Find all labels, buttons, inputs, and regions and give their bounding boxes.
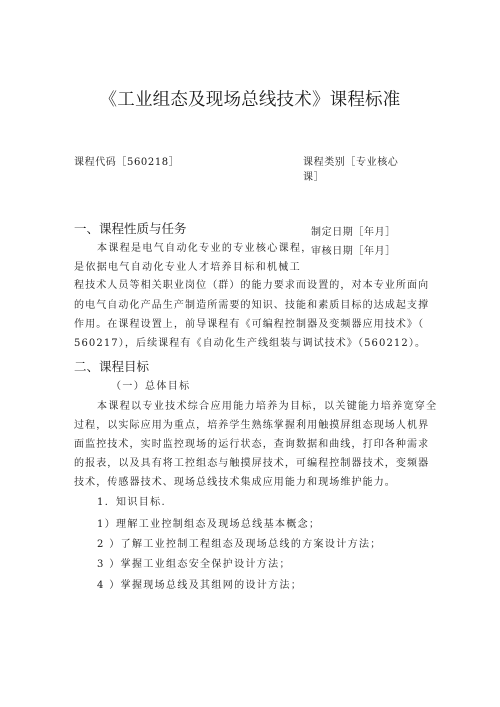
paragraph-line: 的报表，以及具有将工控组态与触摸屏技术，可编程控制器技术，变频器 [74, 458, 430, 469]
course-type: 课程类别［专业核心 [303, 157, 399, 168]
paragraph-line: 本课程是电气自动化专业的专业核心课程， [97, 243, 313, 254]
knowledge-goals-heading: 1．知识目标. [97, 497, 166, 508]
paragraph-line: 560217），后续课程有《自动化生产线组装与调试技术》（560212）。 [74, 338, 427, 349]
paragraph-line: 的电气自动化产品生产制造所需要的知识、技能和素质目标的达成起支撑 [74, 300, 430, 311]
paragraph-line: 程技术人员等相关职业岗位（群）的能力要求而设置的，对本专业所面向 [74, 280, 430, 291]
section-heading-nature: 一、课程性质与任务 [74, 221, 187, 236]
list-item: 2 ）了解工业控制工程组态及现场总线的方案设计方法； [97, 539, 382, 550]
course-code: 课程代码［560218］ [74, 157, 180, 168]
review-date: 审核日期［年月］ [311, 246, 396, 257]
section-heading-goals: 二、课程目标 [74, 359, 150, 374]
paragraph-line: 技术，传感器技术、现场总线技术集成应用能力和现场维护能力。 [74, 477, 396, 488]
paragraph-line: 是依据电气自动化专业人才培养目标和机械工 [74, 262, 301, 273]
set-date: 制定日期［年月］ [311, 227, 396, 238]
sub-heading-overall: （一）总体目标 [111, 381, 191, 392]
list-item: 3 ）掌握工业组态安全保护设计方法； [97, 559, 291, 570]
paragraph-line: 过程，以实际应用为重点，培养学生熟练掌握利用触摸屏组态现场人机界 [74, 420, 430, 431]
paragraph-line: 作用。在课程设置上，前导课程有《可编程控制器及变频器应用技术》（ [74, 319, 425, 330]
paragraph-line: 面监控技术，实时监控现场的运行状态，查询数据和曲线，打印各种需求 [74, 439, 430, 450]
list-item: 4 ）掌握现场总线及其组网的设计方法； [97, 580, 303, 591]
paragraph-line: 本课程以专业技术综合应用能力培养为目标，以关键能力培养宽穿全 [97, 401, 438, 412]
course-type-cont: 课］ [303, 172, 325, 183]
document-title: 《工业组态及现场总线技术》课程标准 [99, 90, 401, 110]
list-item: 1）理解工业控制组态及现场总线基本概念； [97, 519, 321, 530]
